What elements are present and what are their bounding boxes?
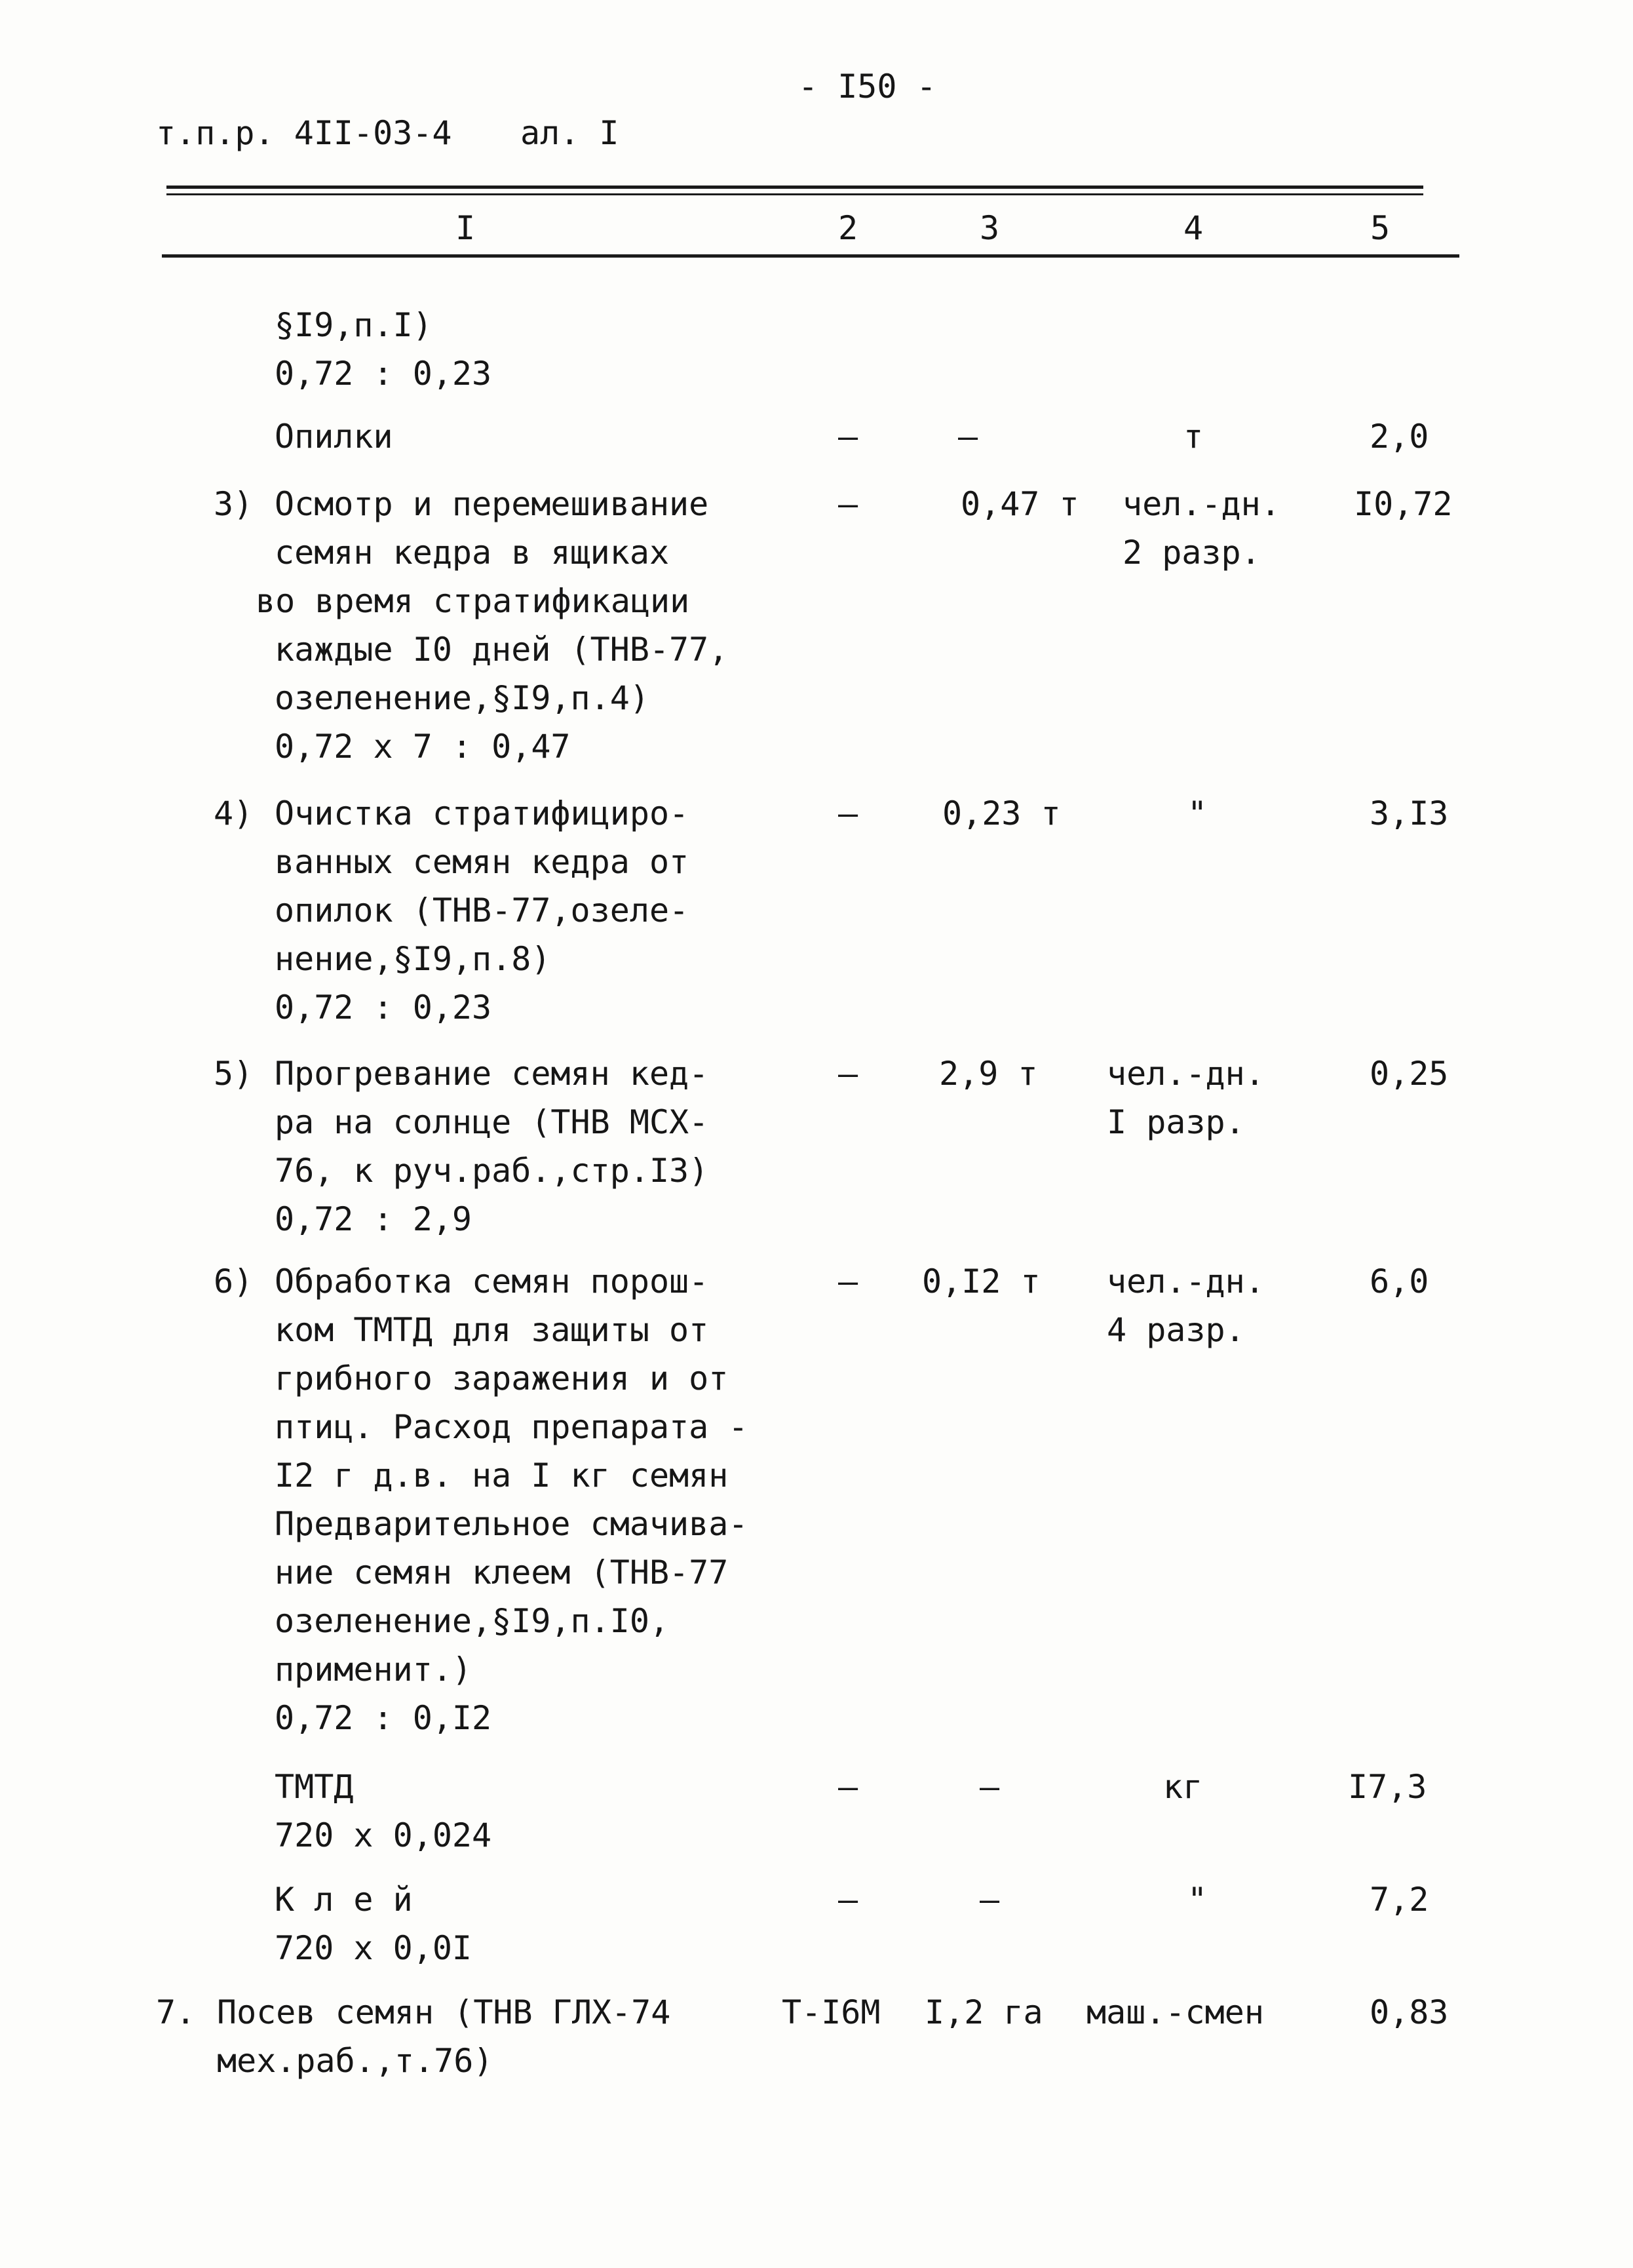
- machine-cell: –: [838, 485, 858, 523]
- description-line: ра на солнце (ТНВ МСХ-: [275, 1103, 709, 1141]
- description-line: во время стратификации: [256, 582, 690, 620]
- machine-cell: –: [838, 1055, 858, 1093]
- table-top-rule-thin: [166, 193, 1423, 195]
- description-line: птиц. Расход препарата -: [275, 1408, 748, 1446]
- description-line: мех.раб.,т.76): [217, 2042, 493, 2080]
- unit-cell: [1123, 480, 1280, 577]
- item-description: [275, 1875, 472, 1972]
- description-line: ТМТД: [275, 1768, 354, 1806]
- work-volume-cell: 0,I2 т: [922, 1262, 1041, 1300]
- work-volume-cell: 0,23 т: [942, 794, 1061, 832]
- unit-cell: [1086, 1988, 1264, 2037]
- description-line: каждые I0 дней (ТНВ-77,: [275, 631, 729, 669]
- description-line: 0,72 : 0,I2: [275, 1699, 492, 1737]
- unit-line: 2 разр.: [1123, 534, 1261, 572]
- column-number-3: 3: [980, 209, 1000, 247]
- machine-cell: –: [838, 418, 858, 456]
- work-volume-cell: –: [980, 1768, 1000, 1806]
- description-line: Предварительное смачива-: [275, 1505, 748, 1543]
- quantity-cell: 2,0: [1370, 418, 1429, 456]
- description-line: Осмотр и перемешивание: [275, 485, 709, 523]
- unit-cell: [1187, 1875, 1207, 1924]
- description-line: I2 г д.в. на I кг семян: [275, 1457, 729, 1495]
- description-line: применит.): [275, 1651, 472, 1689]
- unit-line: чел.-дн.: [1107, 1262, 1265, 1300]
- description-line: грибного заражения и от: [275, 1359, 729, 1398]
- description-line: ние семян клеем (ТНВ-77: [275, 1554, 729, 1592]
- column-number-1: I: [455, 209, 476, 247]
- description-line: Прогревание семян кед-: [275, 1055, 709, 1093]
- work-volume-cell: –: [980, 1881, 1000, 1919]
- unit-cell: [1107, 1257, 1265, 1354]
- item-number: 7.: [156, 1993, 196, 2031]
- quantity-cell: 0,83: [1370, 1993, 1449, 2031]
- description-line: ком ТМТД для защиты от: [275, 1311, 709, 1349]
- item-description: [256, 480, 729, 771]
- item-number: 6): [214, 1262, 254, 1300]
- description-line: семян кедра в ящиках: [275, 534, 670, 572]
- machine-cell: –: [838, 1768, 858, 1806]
- machine-cell: –: [838, 1262, 858, 1300]
- unit-line: 4 разр.: [1107, 1311, 1245, 1349]
- item-description: [275, 1763, 491, 1860]
- description-line: 720 x 0,0I: [275, 1929, 472, 1967]
- work-volume-cell: –: [958, 418, 978, 456]
- description-line: опилок (ТНВ-77,озеле-: [275, 891, 689, 929]
- work-volume-cell: 2,9 т: [939, 1055, 1038, 1093]
- ditto-mark: ": [1187, 1881, 1208, 1919]
- quantity-cell: 3,I3: [1370, 794, 1449, 832]
- unit-cell: [1187, 789, 1207, 838]
- item-description: [275, 1049, 708, 1243]
- unit-line: т: [1183, 418, 1204, 456]
- page-number: - I50 -: [798, 68, 936, 106]
- description-line: 720 x 0,024: [275, 1816, 492, 1854]
- description-line: озеленение,§I9,п.4): [275, 679, 649, 717]
- description-line: Очистка стратифициро-: [275, 794, 689, 832]
- header-bottom-rule: [162, 254, 1459, 258]
- item-description: [275, 301, 491, 398]
- unit-line: кг: [1163, 1768, 1203, 1806]
- table-top-rule: [166, 186, 1423, 189]
- unit-cell: [1163, 1763, 1202, 1811]
- description-line: 0,72 : 0,23: [275, 988, 492, 1026]
- description-line: нение,§I9,п.8): [275, 940, 551, 978]
- description-line: 0,72 : 2,9: [275, 1200, 472, 1238]
- item-number: 5): [214, 1055, 254, 1093]
- item-description: [275, 1257, 748, 1742]
- machine-cell: Т-I6М: [782, 1993, 881, 2031]
- unit-line: I разр.: [1107, 1103, 1245, 1141]
- description-line: Посев семян (ТНВ ГЛХ-74: [217, 1993, 671, 2031]
- description-line: ванных семян кедра от: [275, 843, 689, 881]
- description-line: 0,72 x 7 : 0,47: [275, 728, 571, 766]
- ditto-mark: ": [1187, 794, 1208, 832]
- description-line: Опилки: [275, 418, 393, 456]
- column-number-5: 5: [1370, 209, 1391, 247]
- item-number: 3): [214, 485, 254, 523]
- description-line: Обработка семян порош-: [275, 1262, 709, 1300]
- machine-cell: –: [838, 1881, 858, 1919]
- description-line: озеленение,§I9,п.I0,: [275, 1602, 670, 1640]
- document-reference: т.п.р. 4II-03-4: [156, 114, 452, 152]
- item-description: [275, 789, 689, 1032]
- unit-line: чел.-дн.: [1107, 1055, 1265, 1093]
- machine-cell: –: [838, 794, 858, 832]
- item-description: [217, 1988, 670, 2085]
- unit-line: чел.-дн.: [1123, 485, 1280, 523]
- quantity-cell: I0,72: [1354, 485, 1453, 523]
- description-line: 0,72 : 0,23: [275, 355, 492, 393]
- quantity-cell: 6,0: [1370, 1262, 1429, 1300]
- description-line: К л е й: [275, 1881, 413, 1919]
- unit-line: маш.-смен: [1086, 1993, 1264, 2031]
- item-description: [275, 412, 393, 461]
- unit-cell: [1183, 412, 1203, 461]
- unit-cell: [1107, 1049, 1265, 1146]
- item-number: 4): [214, 794, 254, 832]
- work-volume-cell: I,2 га: [925, 1993, 1043, 2031]
- quantity-cell: I7,3: [1348, 1768, 1427, 1806]
- album-number: ал. I: [520, 114, 619, 152]
- column-number-2: 2: [838, 209, 858, 247]
- work-volume-cell: 0,47 т: [961, 485, 1079, 523]
- quantity-cell: 7,2: [1370, 1881, 1429, 1919]
- description-line: §I9,п.I): [275, 306, 432, 344]
- column-number-4: 4: [1183, 209, 1204, 247]
- description-line: 76, к руч.раб.,стр.I3): [275, 1152, 709, 1190]
- quantity-cell: 0,25: [1370, 1055, 1449, 1093]
